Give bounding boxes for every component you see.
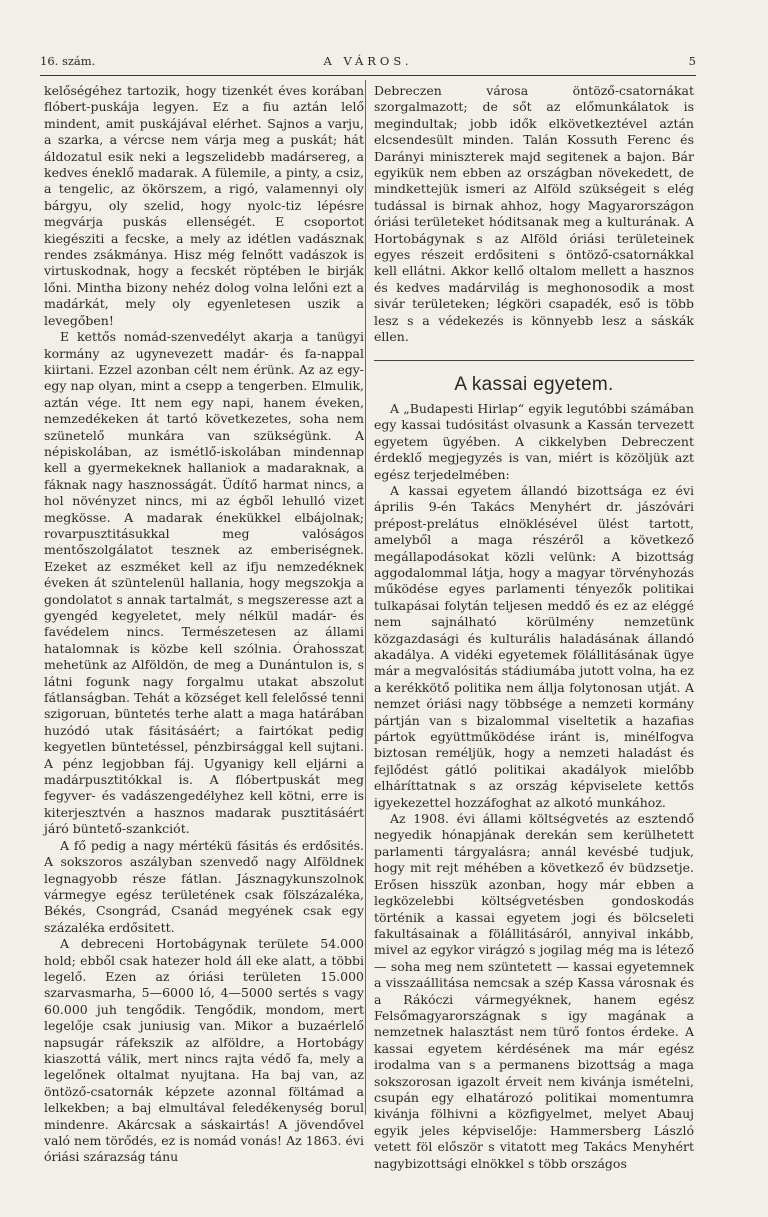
article-title: A kassai egyetem. [454, 373, 614, 395]
header-rule [40, 75, 696, 76]
paragraph: A „Budapesti Hirlap“ egyik legutóbbi számában egy kassai tudósitást olvasunk a Kassán tervezett egyetem ügyében. A cikkelyben Debreczent érdeklő megjegyzés is van, miért is közöljük azt egész terjedelmében: [374, 400, 694, 482]
paragraph: Debreczen városa öntöző-csatornákat szorgalmazott; de sőt az előmunkálatok is megindultak; jobb idők elkövetkeztével aztán elcsendesült minden. Talán Kossuth Ferenc és Darányi miniszterek majd segitenek a bajon. Bár egyikük nem ebben az országban növekedett, de mindkettejük ismeri az Alföld szükségeit s elég tudással is birnak ahhoz, hogy Magyarországon óriási területeket hóditsanak meg a kulturának. A Hortobágynak s az Alföld óriási területeinek egyes részeit erdősiteni s öntöző-csatornákkal kell ellátni. Akkor kellő oltalom mellett a hasznos és kedves madárvilág is meghonosodik a most sivár területeken; légköri csapadék, eső is több lesz s a védekezés is könnyebb lesz a sáskák ellen. [374, 83, 694, 345]
paragraph: A kassai egyetem állandó bizottsága ez évi április 9-én Takács Menyhért dr. jászóvári prépost-prelátus elnöklésével ülést tartott, amelyből a maga részéről a következő megállapodásokat közli velünk: A bizottság aggodalommal látja, hogy a magyar törvényhozás működése egyes parlamenti tényezők politikai tulkapásai folytán teljesen meddő és ez az eléggé nem sajnálható körülmény nemzetünk közgazdasági és kulturális haladásának állandó akadálya. A vidéki egyetemek fölállitásának ügye már a megvalósitás stádiumába jutott volna, ha ez a kerékkötő politika nem állja folytonosan utját. A nemzet óriási nagy többsége a nemzeti kormány pártján van s bizalommal viseltetik a hazafias pártok együttműködése iránt is, minélfogva biztosan reméljük, hogy a nemzeti haladást és fejlődést gátló politikai akadályok mielőbb elháríttatnak s az ország képviselete kettős igyekezettel hozzáfoghat az alkotó munkához. [374, 482, 694, 810]
paragraph: kelőségéhez tartozik, hogy tizenkét éves korában flóbert-puskája legyen. Ez a fiu aztán lelő mindent, amit puskájával elérhet. Sajnos a varju, a szarka, a vércse nem várja meg a puskát; hát áldozatul esik neki a legszelidebb madársereg, a kedves éneklő madarak. A fülemile, a pinty, a csiz, a tengelic, az ökörszem, a rigó, valamennyi oly bárgyu, oly szelid, hogy nyolc-tiz lépésre megvárja puskás ellenségét. E csoportot kiegésziti a fecske, a mely az idétlen vadásznak rendes zsákmánya. Hisz még felnőtt vadászok is virtuskodnak, hogy a fecskét röptében le birják lőni. Mintha bizony nehéz dolog volna lelőni ezt a madárkát, mely oly egyenletesen uszik a levegőben! [44, 83, 364, 328]
right-column [374, 83, 694, 1172]
paragraph: E kettős nomád-szenvedélyt akarja a tanügyi kormány az ugynevezett madár- és fa-nappal kiirtani. Ezzel azonban célt nem érünk. Az az egy-egy nap olyan, mint a csepp a tengerben. Elmulik, aztán vége. Itt nem egy napi, hanem éveken, nemzedékeken át tartó következetes, soha nem szünetelő munkára van szükségünk. A népiskolában, az ismétlő-iskolában mindennap kell a gyermekeknek hallaniok a madaraknak, a fáknak nagy hasznosságát. Üdítő harmat nincs, a hol növényzet nincs, mi az égből lehulló vizet megkösse. A madarak énekükkel elbájolnak; rovarpusztitásukkal meg valóságos mentőszolgálatot tesznek az emberiségnek. Ezeket az eszméket kell az ifju nemzedéknek éveken át szüntelenül hallania, hogy megszokja a gondolatot s annak tartalmát, s megszeresse azt a gyengéd kegyeletet, mely nélkül madár- és favédelem nincs. Természetesen az állami hatalomnak is közbe kell szólnia. Órahosszat mehetünk az Alföldön, de meg a Dunántulon is, s látni fogunk nagy forgalmu utakat abszolut fátlanságban. Tehát a községet kell felelőssé tenni szigoruan, büntetés terhe alatt a maga határában huzódó utak fásitásáért; a fairtókat pedig kegyetlen büntetéssel, pénzbirsággal kell sujtani. A pénz legjobban fáj. Ugyanigy kell eljárni a madárpusztitókkal is. A flóbertpuskát meg fegyver- és vadászengedélyhez kell kötni, erre is kiterjesztvén a hasznos madarak pusztitásáért járó büntető-szankciót. [44, 329, 364, 837]
paragraph: A debreceni Hortobágynak területe 54.000 hold; ebből csak hatezer hold áll eke alatt, a többi legelő. Ezen az óriási területen 15.000 szarvasmarha, 5—6000 ló, 4—5000 sertés s vagy 60.000 juh tengődik. Tengődik, mondom, mert legelője csak juniusig van. Mikor a buzaérlelő napsugár ráfekszik az alföldre, a Hortobágy kiaszottá válik, mert nincs rajta védő fa, mely a legelőnek oltalmat nyujtana. Ha baj van, az öntöző-csatornák képzete azonnal föltámad a lelkekben; a baj elmultával feledékenység borul mindenre. Akárcsak a sáskairtás! A jövendővel való nem törődés, ez is nomád vonás! Az 1863. évi óriási szárazság tánu [44, 936, 364, 1165]
column-divider [365, 80, 366, 1115]
paragraph: A fő pedig a nagy mértékü fásitás és erdősités. A sokszoros aszályban szenvedő nagy Alföldnek legnagyobb része fátlan. Jásznagykunszolnok vármegye egész területének csak fölszázaléka, Békés, Csongrád, Csanád megyének csak egy százaléka erdősitett. [44, 837, 364, 935]
left-column [44, 83, 364, 1166]
paragraph: Az 1908. évi állami költségvetés az esztendő negyedik hónapjának derekán sem kerülhetett parlamenti tárgyalásra; annál kevésbé tudjuk, hogy mit rejt méhében a következő év büdzsetje. Erősen hisszük azonban, hogy már ebben a legközelebbi költségvetésben gondoskodás történik a kassai egyetem jogi és bölcseleti fakultásainak a fölállitásáról, annyival inkább, mivel az egykor virágzó s jogilag még ma is létező — soha meg nem szüntetett — kassai egyetemnek a visszaállitása nemcsak a szép Kassa városnak és a Rákóczi vármegyéknek, hanem egész Felsőmagyarországnak s igy magának a nemzetnek halasztást nem türő fontos érdeke. A kassai egyetem kérdésének ma már egész irodalma van s a permanens bizottság a maga sokszorosan igazolt érveit nem kivánja ismételni, csupán egy elhatározó politikai momentumra kivánja fölhivni a közfigyelmet, melyet Abauj egyik jeles képviselője: Hammersberg László vetett föl először s vitatott meg Takács Menyhért nagybizottsági elnökkel s több országos [374, 811, 694, 1171]
page-number: 5 [688, 54, 696, 68]
newspaper-title: A VÁROS. [323, 54, 413, 68]
issue-number: 16. szám. [40, 54, 96, 68]
section-rule [374, 346, 694, 361]
page-header [40, 54, 696, 74]
